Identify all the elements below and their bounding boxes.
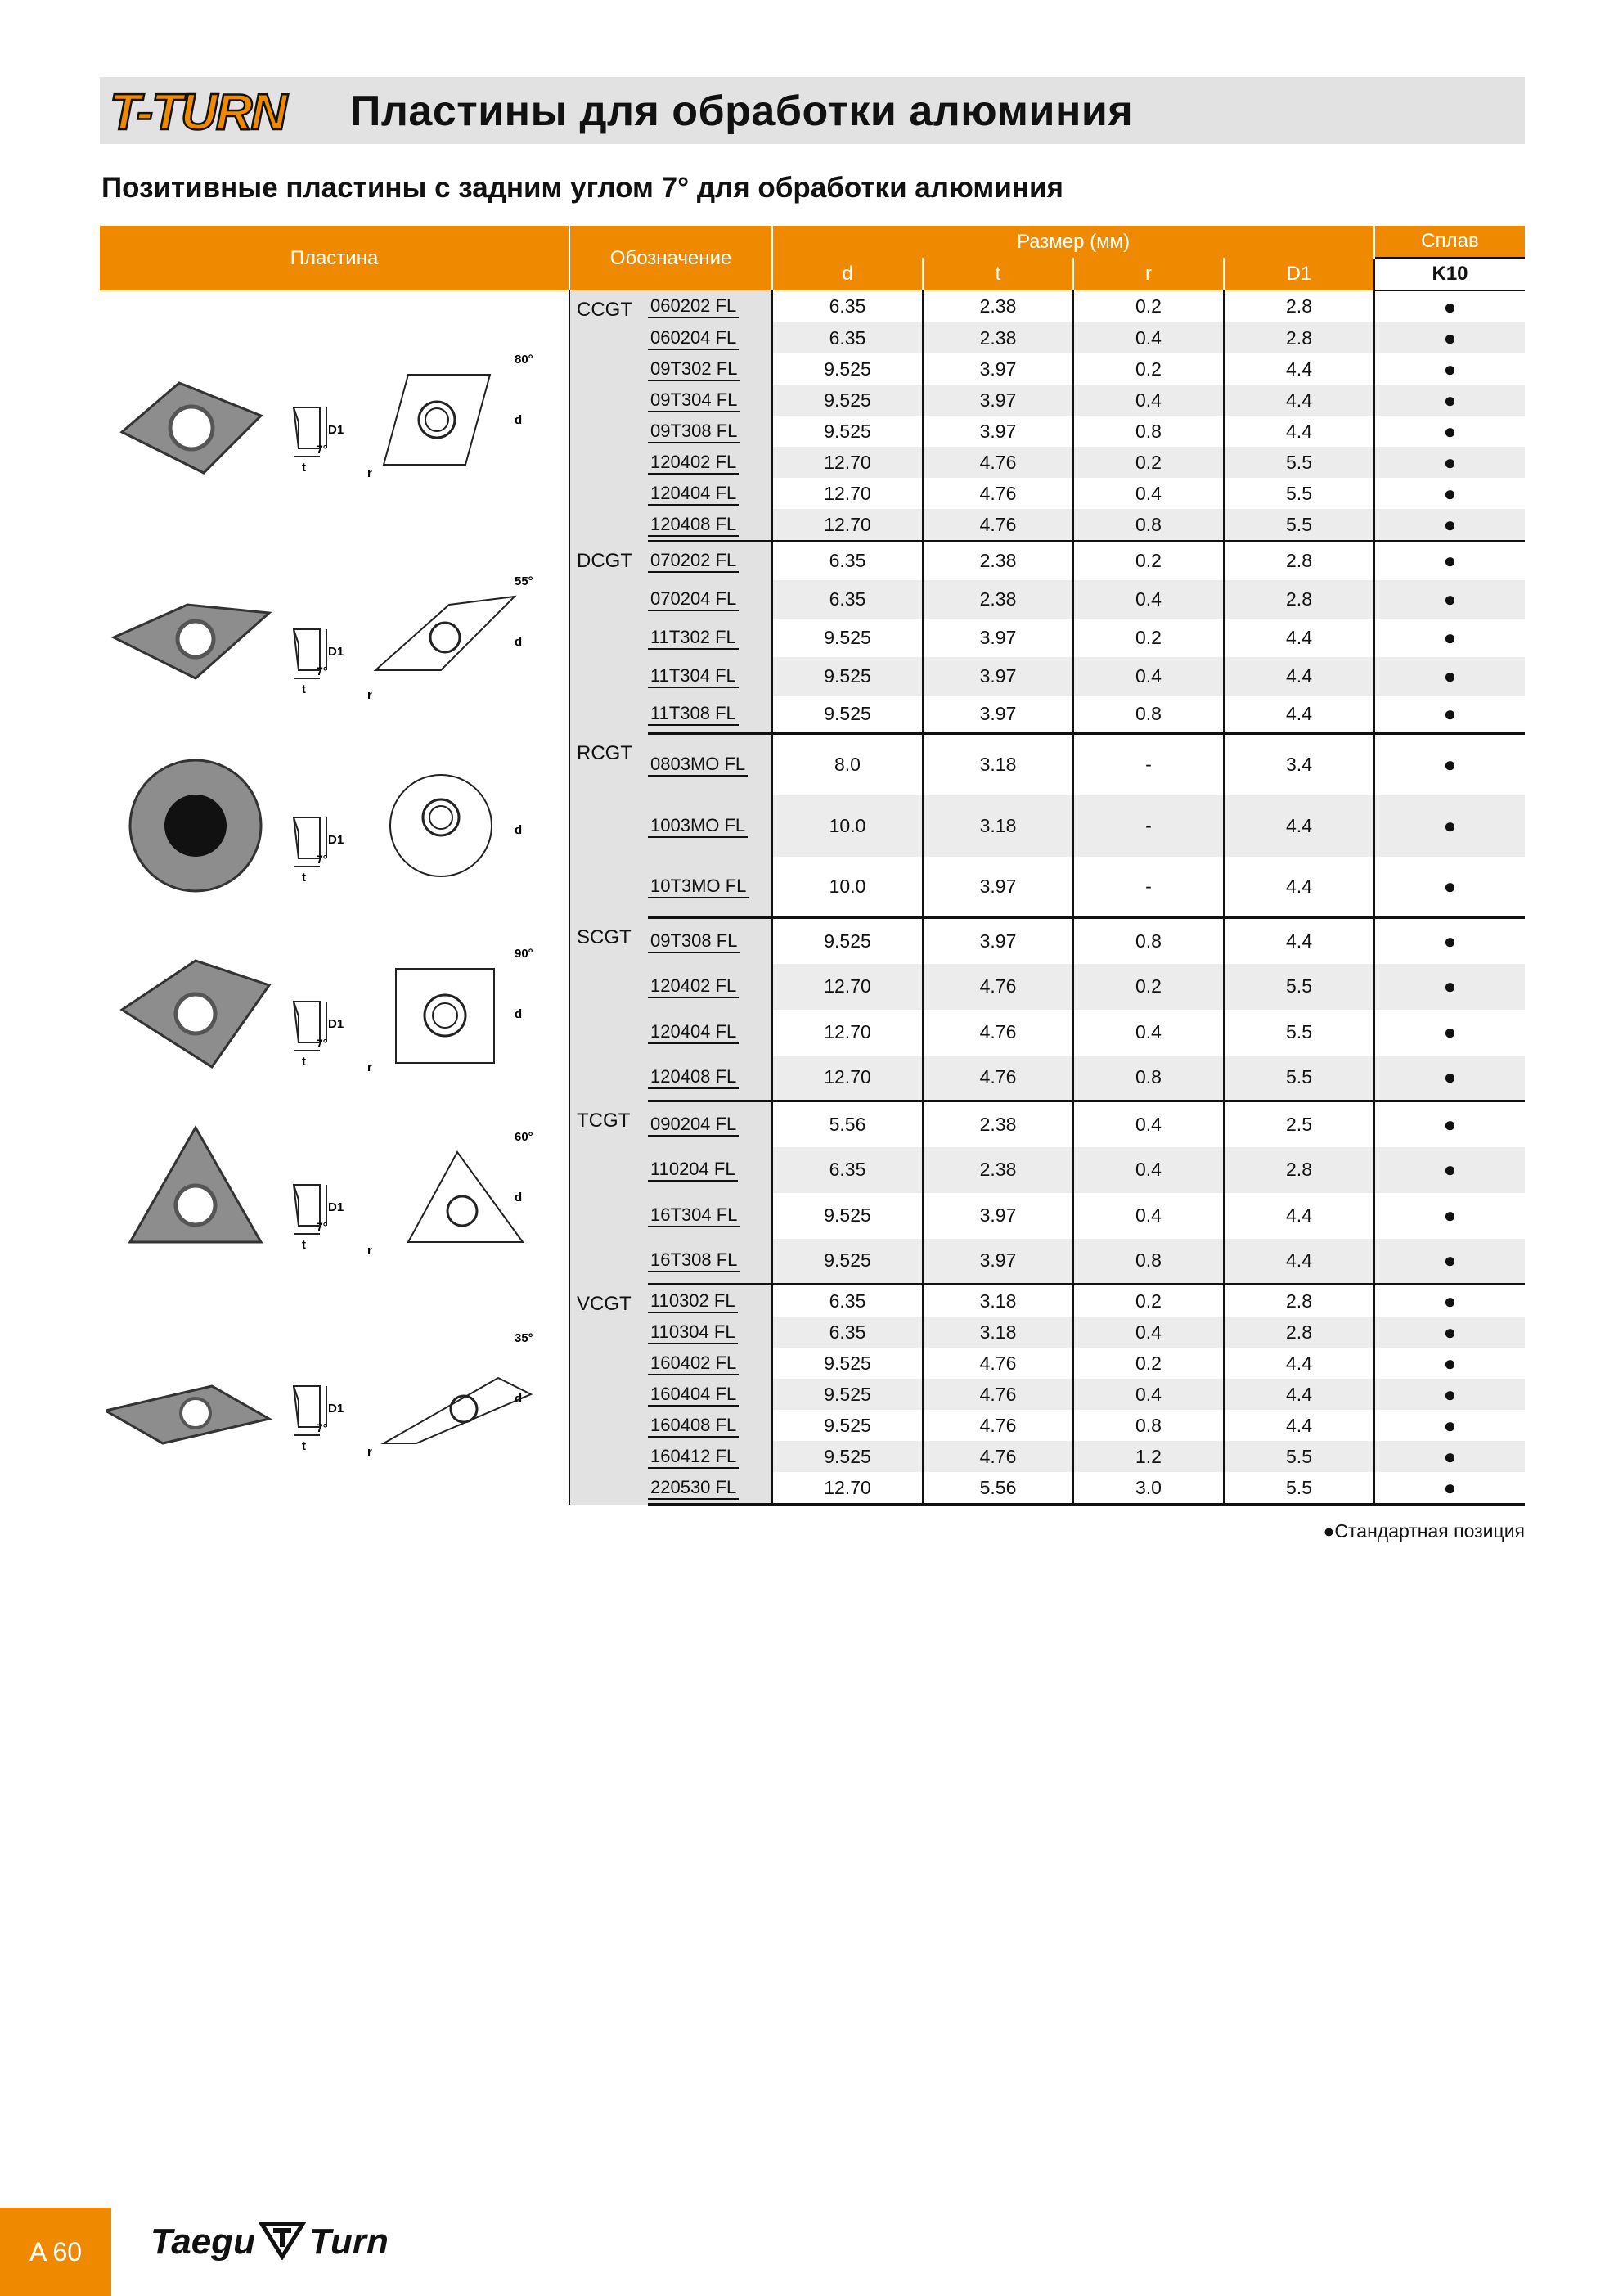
standard-position-dot: ● bbox=[1374, 918, 1525, 964]
cell-t: 3.97 bbox=[923, 385, 1073, 416]
cell-r: 0.4 bbox=[1073, 385, 1224, 416]
insert-technical-drawing-icon bbox=[106, 326, 564, 506]
series-label: VCGT bbox=[569, 1285, 648, 1505]
standard-position-dot: ● bbox=[1374, 795, 1525, 857]
designation-code-text: 16T308 FL bbox=[648, 1249, 740, 1272]
taegu-turn-logo bbox=[151, 2219, 389, 2269]
col-header-size: Размер (мм) bbox=[772, 226, 1374, 258]
cell-r: 0.4 bbox=[1073, 1101, 1224, 1147]
cell-d1: 2.8 bbox=[1224, 1285, 1374, 1317]
cell-r: 3.0 bbox=[1073, 1472, 1224, 1505]
cell-t: 4.76 bbox=[923, 509, 1073, 542]
cell-d1: 4.4 bbox=[1224, 1193, 1374, 1239]
cell-d: 6.35 bbox=[772, 290, 923, 322]
t-turn-logo bbox=[106, 83, 327, 137]
cell-d1: 2.8 bbox=[1224, 322, 1374, 353]
designation-code bbox=[648, 1239, 772, 1285]
insert-drawing-dcgt bbox=[100, 542, 569, 734]
insert-technical-drawing-icon bbox=[106, 920, 564, 1100]
standard-position-dot: ● bbox=[1374, 1285, 1525, 1317]
cell-d: 12.70 bbox=[772, 964, 923, 1010]
page-subtitle: Позитивные пластины с задним углом 7° для обработки алюминия bbox=[101, 172, 1063, 204]
designation-code-text: 09T304 FL bbox=[648, 389, 740, 412]
designation-code-text: 070204 FL bbox=[648, 588, 739, 611]
cell-r: 0.2 bbox=[1073, 1285, 1224, 1317]
cell-r: 0.8 bbox=[1073, 416, 1224, 447]
cell-d: 9.525 bbox=[772, 1348, 923, 1379]
cell-d1: 5.5 bbox=[1224, 1441, 1374, 1472]
cell-d1: 2.8 bbox=[1224, 1147, 1374, 1193]
cell-d: 9.525 bbox=[772, 1193, 923, 1239]
drawing-label-r: r bbox=[366, 688, 372, 702]
page-number: A 60 bbox=[0, 2208, 111, 2296]
cell-r: - bbox=[1073, 734, 1224, 795]
designation-code-text: 160412 FL bbox=[648, 1446, 739, 1469]
designation-code bbox=[648, 1472, 772, 1505]
drawing-label-d1: D1 bbox=[327, 1200, 344, 1214]
designation-code bbox=[648, 385, 772, 416]
cell-r: 0.4 bbox=[1073, 1010, 1224, 1056]
cell-d: 6.35 bbox=[772, 542, 923, 580]
series-label: CCGT bbox=[569, 290, 648, 542]
cell-d1: 4.4 bbox=[1224, 857, 1374, 918]
standard-position-dot: ● bbox=[1374, 857, 1525, 918]
cell-t: 3.97 bbox=[923, 416, 1073, 447]
cell-d1: 5.5 bbox=[1224, 1010, 1374, 1056]
series-label: TCGT bbox=[569, 1101, 648, 1285]
cell-d: 9.525 bbox=[772, 1239, 923, 1285]
standard-position-dot: ● bbox=[1374, 619, 1525, 657]
cell-t: 3.18 bbox=[923, 1317, 1073, 1348]
designation-code bbox=[648, 1441, 772, 1472]
designation-code-text: 0803MO FL bbox=[648, 754, 748, 777]
insert-drawing-rcgt bbox=[100, 734, 569, 918]
standard-position-dot: ● bbox=[1374, 385, 1525, 416]
designation-code-text: 1003MO FL bbox=[648, 815, 748, 838]
cell-d1: 4.4 bbox=[1224, 619, 1374, 657]
cell-r: 0.8 bbox=[1073, 918, 1224, 964]
cell-d: 10.0 bbox=[772, 795, 923, 857]
standard-position-dot: ● bbox=[1374, 696, 1525, 734]
col-header-d1: D1 bbox=[1224, 258, 1374, 290]
drawing-angle: 90° bbox=[514, 946, 533, 961]
designation-code bbox=[648, 918, 772, 964]
cell-t: 3.97 bbox=[923, 918, 1073, 964]
col-header-insert: Пластина bbox=[100, 226, 569, 290]
cell-r: 0.2 bbox=[1073, 447, 1224, 478]
standard-position-dot: ● bbox=[1374, 542, 1525, 580]
cell-d: 12.70 bbox=[772, 1010, 923, 1056]
cell-t: 4.76 bbox=[923, 1348, 1073, 1379]
cell-r: 0.8 bbox=[1073, 1056, 1224, 1101]
cell-d1: 2.8 bbox=[1224, 580, 1374, 619]
standard-position-dot: ● bbox=[1374, 478, 1525, 509]
cell-r: 0.4 bbox=[1073, 580, 1224, 619]
cell-r: 0.8 bbox=[1073, 696, 1224, 734]
cell-t: 4.76 bbox=[923, 478, 1073, 509]
designation-code bbox=[648, 657, 772, 696]
standard-position-dot: ● bbox=[1374, 1010, 1525, 1056]
standard-position-dot: ● bbox=[1374, 1317, 1525, 1348]
table-row bbox=[100, 290, 1525, 322]
table-row bbox=[100, 1285, 1525, 1317]
cell-r: 0.2 bbox=[1073, 290, 1224, 322]
designation-code-text: 10T3MO FL bbox=[648, 876, 749, 898]
drawing-label-clearance: 7° bbox=[316, 853, 327, 866]
designation-code bbox=[648, 1410, 772, 1441]
cell-t: 2.38 bbox=[923, 290, 1073, 322]
standard-position-dot: ● bbox=[1374, 1147, 1525, 1193]
drawing-angle: 60° bbox=[514, 1129, 533, 1144]
cell-d: 10.0 bbox=[772, 857, 923, 918]
cell-r: 0.4 bbox=[1073, 1317, 1224, 1348]
cell-d1: 5.5 bbox=[1224, 964, 1374, 1010]
cell-d: 9.525 bbox=[772, 1379, 923, 1410]
cell-d1: 5.5 bbox=[1224, 509, 1374, 542]
brand-right: Turn bbox=[308, 2222, 389, 2262]
designation-code-text: 220530 FL bbox=[648, 1477, 739, 1500]
designation-code-text: 110304 FL bbox=[648, 1321, 738, 1344]
designation-code bbox=[648, 1348, 772, 1379]
insert-drawing-scgt bbox=[100, 918, 569, 1101]
cell-r: 0.4 bbox=[1073, 1193, 1224, 1239]
cell-d1: 4.4 bbox=[1224, 918, 1374, 964]
table-row bbox=[100, 1101, 1525, 1147]
designation-code bbox=[648, 322, 772, 353]
cell-d: 12.70 bbox=[772, 509, 923, 542]
designation-code bbox=[648, 1285, 772, 1317]
cell-d1: 4.4 bbox=[1224, 416, 1374, 447]
insert-drawing-ccgt bbox=[100, 290, 569, 542]
standard-position-dot: ● bbox=[1374, 416, 1525, 447]
cell-d: 6.35 bbox=[772, 322, 923, 353]
cell-d: 12.70 bbox=[772, 478, 923, 509]
cell-r: 0.4 bbox=[1073, 478, 1224, 509]
drawing-label-t: t bbox=[301, 1054, 306, 1069]
cell-t: 2.38 bbox=[923, 580, 1073, 619]
cell-t: 4.76 bbox=[923, 964, 1073, 1010]
cell-t: 3.97 bbox=[923, 353, 1073, 385]
designation-code-text: 160404 FL bbox=[648, 1384, 739, 1407]
drawing-label-r: r bbox=[366, 1243, 372, 1258]
drawing-label-clearance: 7° bbox=[316, 664, 327, 678]
brand-emblem-icon bbox=[259, 2219, 306, 2269]
cell-d1: 4.4 bbox=[1224, 1379, 1374, 1410]
designation-code bbox=[648, 795, 772, 857]
cell-d1: 5.5 bbox=[1224, 1056, 1374, 1101]
standard-position-dot: ● bbox=[1374, 1379, 1525, 1410]
cell-d: 9.525 bbox=[772, 353, 923, 385]
designation-code bbox=[648, 857, 772, 918]
drawing-label-d1: D1 bbox=[327, 833, 344, 847]
cell-d: 9.525 bbox=[772, 385, 923, 416]
designation-code-text: 110204 FL bbox=[648, 1159, 738, 1182]
designation-code-text: 160402 FL bbox=[648, 1353, 739, 1375]
cell-d1: 5.5 bbox=[1224, 447, 1374, 478]
cell-r: 0.8 bbox=[1073, 1239, 1224, 1285]
cell-t: 3.97 bbox=[923, 1239, 1073, 1285]
cell-t: 2.38 bbox=[923, 322, 1073, 353]
drawing-label-d: d bbox=[514, 1190, 522, 1204]
cell-d: 6.35 bbox=[772, 1285, 923, 1317]
cell-d1: 4.4 bbox=[1224, 1410, 1374, 1441]
drawing-label-clearance: 7° bbox=[316, 1036, 327, 1050]
drawing-label-clearance: 7° bbox=[316, 1219, 327, 1233]
drawing-label-d: d bbox=[514, 1006, 522, 1021]
cell-d1: 2.8 bbox=[1224, 1317, 1374, 1348]
col-header-r: r bbox=[1073, 258, 1224, 290]
cell-t: 2.38 bbox=[923, 1101, 1073, 1147]
cell-t: 2.38 bbox=[923, 542, 1073, 580]
designation-code bbox=[648, 1056, 772, 1101]
cell-t: 3.97 bbox=[923, 1193, 1073, 1239]
drawing-label-d: d bbox=[514, 823, 522, 837]
standard-position-dot: ● bbox=[1374, 1441, 1525, 1472]
designation-code-text: 120404 FL bbox=[648, 1021, 739, 1044]
drawing-label-t: t bbox=[301, 461, 306, 475]
insert-technical-drawing-icon bbox=[106, 736, 564, 916]
standard-position-dot: ● bbox=[1374, 1101, 1525, 1147]
cell-r: 0.2 bbox=[1073, 964, 1224, 1010]
cell-d: 12.70 bbox=[772, 1056, 923, 1101]
designation-code bbox=[648, 353, 772, 385]
insert-drawing-vcgt bbox=[100, 1285, 569, 1505]
cell-d: 9.525 bbox=[772, 1410, 923, 1441]
col-header-designation: Обозначение bbox=[569, 226, 772, 290]
cell-d: 12.70 bbox=[772, 1472, 923, 1505]
designation-code bbox=[648, 447, 772, 478]
cell-t: 4.76 bbox=[923, 1010, 1073, 1056]
cell-r: 0.2 bbox=[1073, 353, 1224, 385]
designation-code bbox=[648, 964, 772, 1010]
designation-code bbox=[648, 1010, 772, 1056]
cell-t: 4.76 bbox=[923, 1441, 1073, 1472]
designation-code-text: 120408 FL bbox=[648, 514, 739, 537]
designation-code-text: 090204 FL bbox=[648, 1114, 739, 1137]
designation-code-text: 070202 FL bbox=[648, 550, 739, 573]
series-label: RCGT bbox=[569, 734, 648, 918]
standard-position-dot: ● bbox=[1374, 1239, 1525, 1285]
cell-d: 9.525 bbox=[772, 1441, 923, 1472]
cell-d1: 3.4 bbox=[1224, 734, 1374, 795]
cell-r: - bbox=[1073, 795, 1224, 857]
standard-position-dot: ● bbox=[1374, 1472, 1525, 1505]
cell-t: 4.76 bbox=[923, 1379, 1073, 1410]
standard-position-dot: ● bbox=[1374, 353, 1525, 385]
cell-d1: 4.4 bbox=[1224, 385, 1374, 416]
cell-t: 4.76 bbox=[923, 447, 1073, 478]
designation-code bbox=[648, 509, 772, 542]
insert-spec-table bbox=[100, 226, 1525, 1506]
footnote: ●Стандартная позиция bbox=[1323, 1520, 1525, 1542]
cell-t: 4.76 bbox=[923, 1410, 1073, 1441]
col-header-d: d bbox=[772, 258, 923, 290]
designation-code bbox=[648, 542, 772, 580]
col-header-t: t bbox=[923, 258, 1073, 290]
cell-d1: 4.4 bbox=[1224, 1348, 1374, 1379]
insert-technical-drawing-icon bbox=[106, 1304, 564, 1484]
drawing-label-r: r bbox=[366, 1445, 372, 1459]
designation-code bbox=[648, 580, 772, 619]
cell-r: - bbox=[1073, 857, 1224, 918]
designation-code-text: 11T304 FL bbox=[648, 665, 739, 688]
cell-d1: 4.4 bbox=[1224, 353, 1374, 385]
designation-code-text: 120408 FL bbox=[648, 1066, 739, 1089]
cell-d: 9.525 bbox=[772, 918, 923, 964]
drawing-label-t: t bbox=[301, 1439, 306, 1453]
designation-code bbox=[648, 696, 772, 734]
drawing-label-r: r bbox=[366, 1060, 372, 1074]
designation-code bbox=[648, 1317, 772, 1348]
cell-d1: 4.4 bbox=[1224, 657, 1374, 696]
drawing-label-r: r bbox=[366, 466, 372, 481]
designation-code bbox=[648, 478, 772, 509]
logo-text: T-TURN bbox=[110, 84, 286, 137]
designation-code bbox=[648, 1193, 772, 1239]
insert-technical-drawing-icon bbox=[106, 1103, 564, 1283]
cell-t: 5.56 bbox=[923, 1472, 1073, 1505]
cell-d: 9.525 bbox=[772, 696, 923, 734]
standard-position-dot: ● bbox=[1374, 290, 1525, 322]
drawing-label-d1: D1 bbox=[327, 1016, 344, 1031]
drawing-label-d1: D1 bbox=[327, 1402, 344, 1416]
designation-code bbox=[648, 1147, 772, 1193]
designation-code bbox=[648, 290, 772, 322]
cell-t: 2.38 bbox=[923, 1147, 1073, 1193]
designation-code-text: 060202 FL bbox=[648, 295, 739, 318]
drawing-label-d: d bbox=[514, 635, 522, 649]
standard-position-dot: ● bbox=[1374, 1056, 1525, 1101]
designation-code-text: 120402 FL bbox=[648, 975, 739, 998]
cell-d1: 4.4 bbox=[1224, 696, 1374, 734]
cell-r: 0.2 bbox=[1073, 619, 1224, 657]
cell-d: 6.35 bbox=[772, 1317, 923, 1348]
drawing-label-d: d bbox=[514, 413, 522, 428]
cell-r: 0.4 bbox=[1073, 1379, 1224, 1410]
designation-code-text: 11T308 FL bbox=[648, 703, 739, 726]
drawing-angle: 55° bbox=[514, 574, 533, 588]
drawing-angle: 80° bbox=[514, 353, 533, 367]
page-title: Пластины для обработки алюминия bbox=[350, 88, 1134, 135]
designation-code bbox=[648, 1101, 772, 1147]
designation-code-text: 11T302 FL bbox=[648, 627, 739, 650]
cell-d: 9.525 bbox=[772, 619, 923, 657]
drawing-label-d1: D1 bbox=[327, 645, 344, 659]
cell-d: 8.0 bbox=[772, 734, 923, 795]
brand-left: Taegu bbox=[151, 2222, 255, 2262]
cell-d: 9.525 bbox=[772, 657, 923, 696]
drawing-label-d: d bbox=[514, 1392, 522, 1406]
designation-code bbox=[648, 734, 772, 795]
designation-code-text: 120404 FL bbox=[648, 483, 739, 506]
designation-code bbox=[648, 1379, 772, 1410]
cell-d1: 2.8 bbox=[1224, 542, 1374, 580]
cell-d1: 4.4 bbox=[1224, 795, 1374, 857]
cell-d: 9.525 bbox=[772, 416, 923, 447]
table-row bbox=[100, 542, 1525, 580]
cell-t: 3.18 bbox=[923, 734, 1073, 795]
cell-r: 0.4 bbox=[1073, 322, 1224, 353]
insert-drawing-tcgt bbox=[100, 1101, 569, 1285]
table-row bbox=[100, 734, 1525, 795]
standard-position-dot: ● bbox=[1374, 580, 1525, 619]
cell-t: 3.18 bbox=[923, 1285, 1073, 1317]
cell-d: 6.35 bbox=[772, 1147, 923, 1193]
cell-t: 4.76 bbox=[923, 1056, 1073, 1101]
series-label: SCGT bbox=[569, 918, 648, 1101]
table-row bbox=[100, 918, 1525, 964]
cell-d1: 2.8 bbox=[1224, 290, 1374, 322]
cell-d: 12.70 bbox=[772, 447, 923, 478]
standard-position-dot: ● bbox=[1374, 1193, 1525, 1239]
designation-code-text: 09T308 FL bbox=[648, 930, 740, 953]
designation-code-text: 060204 FL bbox=[648, 327, 739, 350]
cell-d1: 2.5 bbox=[1224, 1101, 1374, 1147]
cell-r: 0.2 bbox=[1073, 1348, 1224, 1379]
standard-position-dot: ● bbox=[1374, 964, 1525, 1010]
cell-t: 3.97 bbox=[923, 857, 1073, 918]
series-label: DCGT bbox=[569, 542, 648, 734]
col-header-k10: K10 bbox=[1374, 258, 1525, 290]
cell-d1: 5.5 bbox=[1224, 1472, 1374, 1505]
standard-position-dot: ● bbox=[1374, 1348, 1525, 1379]
drawing-label-t: t bbox=[301, 871, 306, 885]
drawing-label-t: t bbox=[301, 1237, 306, 1252]
standard-position-dot: ● bbox=[1374, 447, 1525, 478]
cell-d1: 5.5 bbox=[1224, 478, 1374, 509]
col-header-alloy: Сплав bbox=[1374, 226, 1525, 258]
standard-position-dot: ● bbox=[1374, 509, 1525, 542]
cell-d1: 4.4 bbox=[1224, 1239, 1374, 1285]
drawing-label-clearance: 7° bbox=[316, 443, 327, 457]
designation-code bbox=[648, 619, 772, 657]
drawing-label-t: t bbox=[301, 682, 306, 696]
cell-r: 0.4 bbox=[1073, 657, 1224, 696]
cell-r: 0.2 bbox=[1073, 542, 1224, 580]
standard-position-dot: ● bbox=[1374, 322, 1525, 353]
standard-position-dot: ● bbox=[1374, 657, 1525, 696]
cell-r: 0.4 bbox=[1073, 1147, 1224, 1193]
designation-code-text: 09T308 FL bbox=[648, 421, 740, 443]
designation-code-text: 110302 FL bbox=[648, 1290, 738, 1313]
standard-position-dot: ● bbox=[1374, 1410, 1525, 1441]
designation-code bbox=[648, 416, 772, 447]
cell-t: 3.18 bbox=[923, 795, 1073, 857]
drawing-label-d1: D1 bbox=[327, 423, 344, 438]
cell-t: 3.97 bbox=[923, 696, 1073, 734]
standard-position-dot: ● bbox=[1374, 734, 1525, 795]
designation-code-text: 09T302 FL bbox=[648, 358, 740, 381]
cell-t: 3.97 bbox=[923, 657, 1073, 696]
insert-technical-drawing-icon bbox=[106, 547, 564, 727]
drawing-label-clearance: 7° bbox=[316, 1421, 327, 1434]
designation-code-text: 16T304 FL bbox=[648, 1204, 740, 1227]
cell-r: 0.8 bbox=[1073, 509, 1224, 542]
designation-code-text: 160408 FL bbox=[648, 1415, 739, 1438]
cell-t: 3.97 bbox=[923, 619, 1073, 657]
designation-code-text: 120402 FL bbox=[648, 452, 739, 475]
cell-d: 6.35 bbox=[772, 580, 923, 619]
cell-r: 0.8 bbox=[1073, 1410, 1224, 1441]
cell-d: 5.56 bbox=[772, 1101, 923, 1147]
drawing-angle: 35° bbox=[514, 1331, 533, 1345]
cell-r: 1.2 bbox=[1073, 1441, 1224, 1472]
